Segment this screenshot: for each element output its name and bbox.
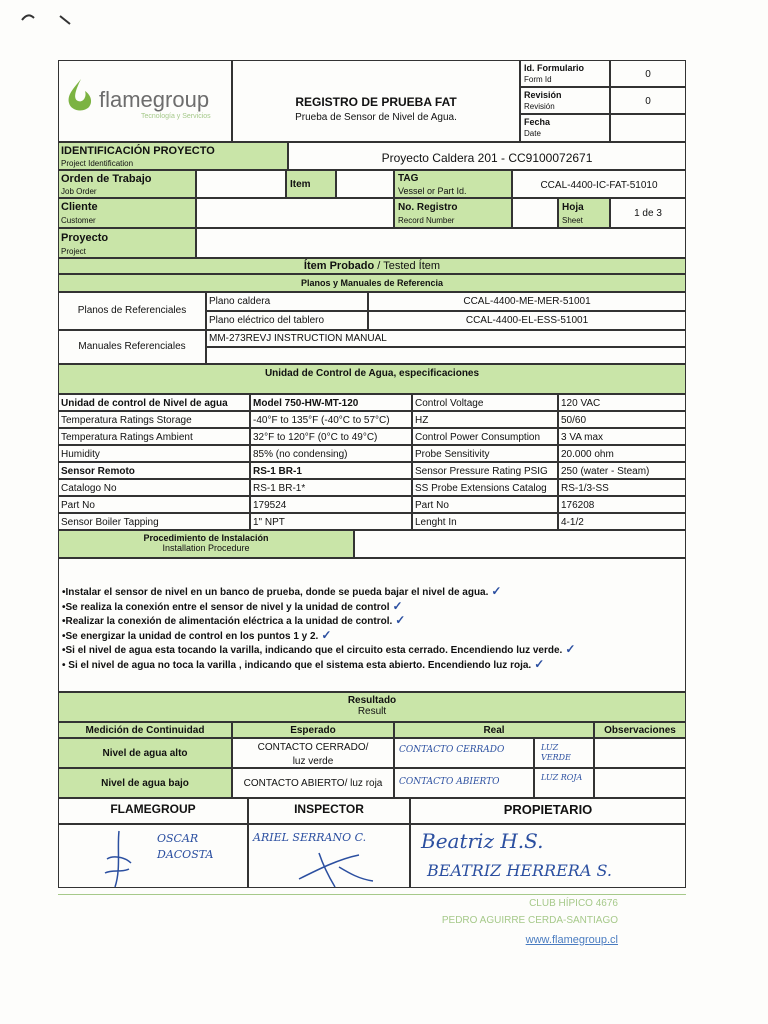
project-id-label-cell bbox=[58, 142, 288, 170]
record-label-en: Record Number bbox=[398, 216, 455, 225]
plan1-name: Plano caldera bbox=[206, 292, 368, 311]
procedure-header-blank bbox=[354, 530, 686, 558]
flamegroup-signature-cell bbox=[58, 824, 248, 888]
spec-label: HZ bbox=[412, 411, 558, 428]
tag-label-en: Vessel or Part Id. bbox=[398, 186, 467, 196]
form-id-label: Id. Formulario bbox=[524, 63, 585, 73]
page-title: REGISTRO DE PRUEBA FAT bbox=[295, 95, 457, 109]
sheet-label: Hoja bbox=[562, 202, 584, 213]
job-order-value bbox=[196, 170, 286, 198]
procedure-step-text: •Se realiza la conexión entre el sensor de nivel y la unidad de control bbox=[62, 601, 390, 613]
spec-value: 3 VA max bbox=[558, 428, 686, 445]
plans-label: Planos de Referenciales bbox=[58, 292, 206, 330]
spec-value: 50/60 bbox=[558, 411, 686, 428]
sheet-value: 1 de 3 bbox=[610, 198, 686, 228]
result-col-expected: Esperado bbox=[232, 722, 394, 738]
spec-value: 85% (no condensing) bbox=[250, 445, 412, 462]
footer-website-link[interactable]: www.flamegroup.cl bbox=[525, 934, 618, 946]
owner-signer-name: Beatriz H.S. bbox=[421, 829, 544, 853]
record-label: No. Registro bbox=[398, 202, 458, 213]
spec-label: Temperatura Ratings Ambient bbox=[58, 428, 250, 445]
owner-signature-cell bbox=[410, 824, 686, 888]
project-value bbox=[196, 228, 686, 258]
item-label: Item bbox=[286, 170, 336, 198]
job-order-label: Orden de Trabajo bbox=[61, 173, 152, 185]
customer-label-en: Customer bbox=[61, 216, 96, 225]
spec-value: RS-1 BR-1* bbox=[250, 479, 412, 496]
title-cell bbox=[232, 60, 520, 142]
check-icon: ✓ bbox=[534, 656, 545, 671]
manual1: MM-273REVJ INSTRUCTION MANUAL bbox=[206, 330, 686, 347]
procedure-step-text: •Realizar la conexión de alimentación eléctrica a la unidad de control. bbox=[62, 616, 393, 627]
result-real-cell bbox=[394, 768, 534, 798]
references-header: Planos y Manuales de Referencia bbox=[58, 274, 686, 292]
procedure-step bbox=[62, 600, 685, 615]
result-expected: CONTACTO ABIERTO/ luz roja bbox=[232, 768, 394, 798]
spec-label: Control Voltage bbox=[412, 394, 558, 411]
spec-value: 179524 bbox=[250, 496, 412, 513]
result-observation bbox=[594, 768, 686, 798]
tested-item-title-separator: / bbox=[374, 260, 384, 272]
spec-label: Probe Sensitivity bbox=[412, 445, 558, 462]
spec-value: 120 VAC bbox=[558, 394, 686, 411]
procedure-step bbox=[62, 658, 685, 673]
specs-header: Unidad de Control de Agua, especificaciones bbox=[58, 364, 686, 394]
spec-label: SS Probe Extensions Catalog bbox=[412, 479, 558, 496]
result-col-real: Real bbox=[394, 722, 594, 738]
result-measure: Nivel de agua alto bbox=[58, 738, 232, 768]
procedure-step-text: •Si el nivel de agua esta tocando la varilla, indicando que el circuito esta cerrado. Encendiendo luz verde. bbox=[62, 645, 563, 656]
owner-sign-label: PROPIETARIO bbox=[410, 798, 686, 824]
flamegroup-sign-label: FLAMEGROUP bbox=[58, 798, 248, 824]
logo-tagline: Tecnología y Servicios bbox=[141, 113, 211, 120]
result-real: CONTACTO CERRADO bbox=[399, 745, 505, 755]
check-icon: ✓ bbox=[491, 584, 502, 598]
procedure-step-text: •Instalar el sensor de nivel en un banco de prueba, donde se pueda bajar el nivel de agua. bbox=[62, 587, 489, 598]
check-icon: ✓ bbox=[392, 598, 403, 613]
spec-value: 32°F to 120°F (0°C to 49°C) bbox=[250, 428, 412, 445]
procedure-header bbox=[58, 530, 354, 558]
result-title-en: Result bbox=[357, 706, 387, 717]
procedure-step bbox=[62, 614, 685, 629]
spec-value: -40°F to 135°F (-40°C to 57°C) bbox=[250, 411, 412, 428]
specs-rows bbox=[58, 394, 686, 530]
date-label: Fecha bbox=[524, 117, 551, 127]
inspector-signer-name: ARIEL SERRANO C. bbox=[253, 831, 367, 844]
record-label-cell bbox=[394, 198, 512, 228]
scan-mark bbox=[20, 8, 80, 28]
spec-label: Sensor Remoto bbox=[58, 462, 250, 479]
project-id-label-en: Project Identification bbox=[61, 159, 134, 168]
customer-label: Cliente bbox=[61, 201, 98, 213]
manuals-label: Manuales Referenciales bbox=[58, 330, 206, 364]
check-icon: ✓ bbox=[395, 613, 406, 627]
tested-item-title-en: Tested Ítem bbox=[383, 260, 441, 272]
tested-item-header bbox=[58, 258, 686, 274]
date-value bbox=[610, 114, 686, 142]
check-icon: ✓ bbox=[321, 627, 332, 642]
procedure-step-text: •Se energizar la unidad de control en los puntos 1 y 2. bbox=[62, 630, 319, 642]
sheet-label-cell bbox=[558, 198, 610, 228]
result-col-observations: Observaciones bbox=[594, 722, 686, 738]
project-id-value: Proyecto Caldera 201 - CC9100072671 bbox=[288, 142, 686, 170]
result-real: CONTACTO ABIERTO bbox=[399, 777, 500, 787]
job-order-label-cell bbox=[58, 170, 196, 198]
result-real-note-cell bbox=[534, 768, 594, 798]
signature-scribble-icon bbox=[289, 849, 379, 889]
date-label-cell bbox=[520, 114, 610, 142]
tag-label-cell bbox=[394, 170, 512, 198]
result-expected: CONTACTO CERRADO/ luz verde bbox=[232, 738, 394, 768]
revision-value: 0 bbox=[610, 87, 686, 114]
job-order-label-en: Job Order bbox=[61, 187, 97, 196]
spec-label: Control Power Consumption bbox=[412, 428, 558, 445]
spec-value: Model 750-HW-MT-120 bbox=[250, 394, 412, 411]
spec-label: Sensor Pressure Rating PSIG bbox=[412, 462, 558, 479]
spec-label: Temperatura Ratings Storage bbox=[58, 411, 250, 428]
procedure-step-text: • Si el nivel de agua no toca la varilla , indicando que el sistema esta abierto. Encendiendo luz roja. bbox=[62, 659, 532, 671]
spec-value: 4-1/2 bbox=[558, 513, 686, 530]
procedure-title: Procedimiento de Instalación bbox=[143, 533, 269, 543]
plan2-name: Plano eléctrico del tablero bbox=[206, 311, 368, 330]
result-col-measure: Medición de Continuidad bbox=[58, 722, 232, 738]
customer-value bbox=[196, 198, 394, 228]
spec-label: Part No bbox=[412, 496, 558, 513]
page-subtitle: Prueba de Sensor de Nivel de Agua. bbox=[295, 112, 457, 123]
result-measure: Nivel de agua bajo bbox=[58, 768, 232, 798]
signature-scribble-icon bbox=[99, 829, 139, 889]
result-observation bbox=[594, 738, 686, 768]
spec-label: Lenght In bbox=[412, 513, 558, 530]
procedure-title-en: Installation Procedure bbox=[162, 543, 250, 553]
result-real-note: LUZ VERDE bbox=[541, 743, 571, 762]
spec-value: RS-1/3-SS bbox=[558, 479, 686, 496]
plan1-code: CCAL-4400-ME-MER-51001 bbox=[368, 292, 686, 311]
tag-label: TAG bbox=[398, 173, 419, 184]
result-real-note: LUZ ROJA bbox=[541, 773, 583, 782]
form-id-label-en: Form Id bbox=[524, 75, 552, 84]
revision-label-en: Revisión bbox=[524, 102, 555, 111]
flame-logo-icon bbox=[63, 75, 99, 115]
project-id-label: IDENTIFICACIÓN PROYECTO bbox=[61, 145, 215, 157]
procedure-steps bbox=[58, 558, 686, 692]
flamegroup-signer-name: OSCAR DACOSTA bbox=[157, 832, 214, 861]
tested-item-title-es: Ítem Probado bbox=[303, 260, 375, 272]
result-title: Resultado bbox=[347, 695, 397, 706]
spec-label: Unidad de control de Nivel de agua bbox=[58, 394, 250, 411]
customer-label-cell bbox=[58, 198, 196, 228]
plan2-code: CCAL-4400-EL-ESS-51001 bbox=[368, 311, 686, 330]
tag-value: CCAL-4400-IC-FAT-51010 bbox=[512, 170, 686, 198]
check-icon: ✓ bbox=[565, 642, 576, 656]
inspector-sign-label: INSPECTOR bbox=[248, 798, 410, 824]
result-real-note-cell bbox=[534, 738, 594, 768]
inspector-signature-cell bbox=[248, 824, 410, 888]
record-value bbox=[512, 198, 558, 228]
project-label: Proyecto bbox=[61, 232, 109, 244]
spec-label: Catalogo No bbox=[58, 479, 250, 496]
project-label-cell bbox=[58, 228, 196, 258]
result-header bbox=[58, 692, 686, 722]
logo-name: flamegroup bbox=[99, 87, 210, 112]
item-value bbox=[336, 170, 394, 198]
procedure-step bbox=[62, 585, 685, 600]
procedure-step bbox=[62, 643, 685, 658]
form-id-value: 0 bbox=[610, 60, 686, 87]
sheet-label-en: Sheet bbox=[562, 216, 583, 225]
spec-label: Sensor Boiler Tapping bbox=[58, 513, 250, 530]
date-label-en: Date bbox=[524, 129, 541, 138]
spec-value: 1" NPT bbox=[250, 513, 412, 530]
footer-divider bbox=[58, 894, 686, 895]
spec-value: 176208 bbox=[558, 496, 686, 513]
procedure-step bbox=[62, 629, 685, 644]
spec-value: 20.000 ohm bbox=[558, 445, 686, 462]
form-id-label-cell bbox=[520, 60, 610, 87]
logo-cell bbox=[58, 60, 232, 142]
spec-label: Part No bbox=[58, 496, 250, 513]
owner-signer-name-print: BEATRIZ HERRERA S. bbox=[427, 861, 612, 880]
revision-label-cell bbox=[520, 87, 610, 114]
revision-label: Revisión bbox=[524, 90, 562, 100]
spec-value: RS-1 BR-1 bbox=[250, 462, 412, 479]
footer-address-line1: CLUB HÍPICO 4676 bbox=[529, 898, 618, 909]
result-real-cell bbox=[394, 738, 534, 768]
spec-value: 250 (water - Steam) bbox=[558, 462, 686, 479]
project-label-en: Project bbox=[61, 247, 86, 256]
manual2-empty bbox=[206, 347, 686, 364]
footer-address-line2: PEDRO AGUIRRE CERDA-SANTIAGO bbox=[441, 915, 618, 926]
spec-label: Humidity bbox=[58, 445, 250, 462]
